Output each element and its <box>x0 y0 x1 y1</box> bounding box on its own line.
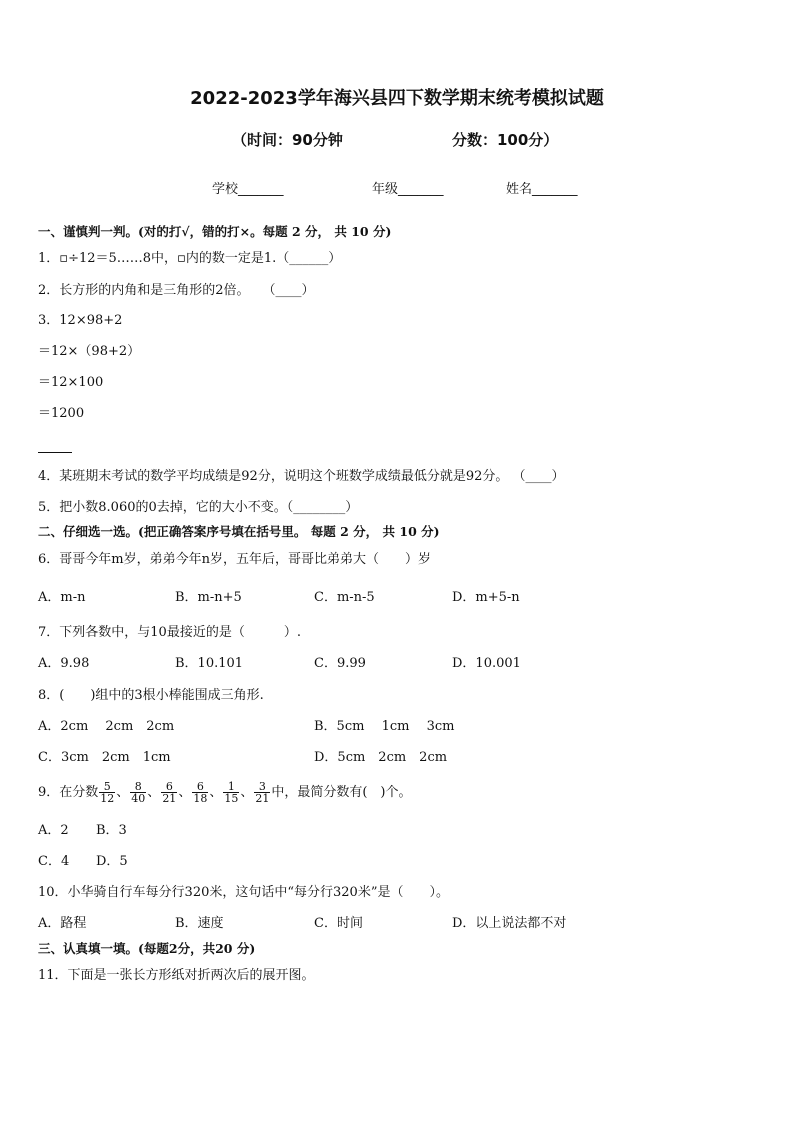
q7-option-c: C．9.99 <box>314 656 366 671</box>
answer-blank-line <box>38 452 72 453</box>
fraction-2-denominator: 40 <box>131 792 146 805</box>
q7-option-b: B．10.101 <box>175 656 244 671</box>
q10-option-b: B．速度 <box>175 916 224 931</box>
fraction-5-numerator: 1 <box>223 781 239 793</box>
fraction-3 <box>161 781 177 804</box>
question-4: 4．某班期末考试的数学平均成绩是92分，说明这个班数学成绩最低分就是92分。 （____） <box>38 469 565 484</box>
section1-heading: 一、谨慎判一判。(对的打√，错的打×。每题 2 分， 共 10 分) <box>38 224 392 239</box>
question-7: 7．下列各数中，与10最接近的是（ ）. <box>38 625 301 640</box>
name-field: 姓名_______ <box>506 182 578 197</box>
q8-option-c: C．3cm 2cm 1cm <box>38 750 171 765</box>
fraction-separator: 、 <box>147 785 161 800</box>
fraction-3-numerator: 6 <box>161 781 177 793</box>
section2-heading: 二、仔细选一选。(把正确答案序号填在括号里。 每题 2 分， 共 10 分) <box>38 524 440 539</box>
fraction-separator: 、 <box>240 785 254 800</box>
q9-option-d: D．5 <box>96 854 128 869</box>
fraction-separator: 、 <box>116 785 130 800</box>
q9-option-c: C．4 <box>38 854 70 869</box>
fraction-4-denominator: 18 <box>193 792 208 805</box>
q10-option-c: C．时间 <box>314 916 363 931</box>
q9-option-b: B．3 <box>96 823 127 838</box>
school-field: 学校_______ <box>212 182 284 197</box>
question-6: 6．哥哥今年m岁，弟弟今年n岁，五年后，哥哥比弟弟大（ ）岁 <box>38 552 431 567</box>
fraction-6-numerator: 3 <box>254 781 270 793</box>
fraction-3-denominator: 21 <box>162 792 177 805</box>
q6-option-b: B．m-n+5 <box>175 590 242 605</box>
q9-prefix: 9．在分数 <box>38 785 99 800</box>
fraction-5-denominator: 15 <box>224 792 239 805</box>
question-8: 8．( )组中的3根小棒能围成三角形. <box>38 688 264 703</box>
q7-option-a: A．9.98 <box>38 656 90 671</box>
q8-option-d: D．5cm 2cm 2cm <box>314 750 448 765</box>
question-3-line-1: 3．12×98+2 <box>38 313 123 328</box>
question-11: 11．下面是一张长方形纸对折两次后的展开图。 <box>38 968 315 983</box>
section3-heading: 三、认真填一填。(每题2分，共20 分) <box>38 941 256 956</box>
question-3-line-3: ＝12×100 <box>38 375 104 390</box>
question-10: 10．小华骑自行车每分行320米，这句话中“每分行320米”是（ ）。 <box>38 885 449 900</box>
q8-option-b: B．5cm 1cm 3cm <box>314 719 455 734</box>
q6-option-a: A．m-n <box>38 590 86 605</box>
q10-option-a: A．路程 <box>38 916 87 931</box>
question-9 <box>38 780 412 806</box>
q9-option-a: A．2 <box>38 823 69 838</box>
question-5: 5．把小数8.060的0去掉，它的大小不变。（________） <box>38 500 359 515</box>
q6-option-d: D．m+5-n <box>452 590 520 605</box>
fraction-separator: 、 <box>209 785 223 800</box>
question-1: 1．▫÷12＝5……8中，▫内的数一定是1.（______） <box>38 251 342 266</box>
page-title: 2022-2023学年海兴县四下数学期末统考模拟试题 <box>190 88 604 109</box>
fraction-1-denominator: 12 <box>100 792 115 805</box>
question-3-line-2: ＝12×（98+2） <box>38 344 141 359</box>
question-2: 2．长方形的内角和是三角形的2倍。 （____） <box>38 283 315 298</box>
fraction-6-denominator: 21 <box>255 792 270 805</box>
q6-option-c: C．m-n-5 <box>314 590 375 605</box>
fraction-separator: 、 <box>178 785 192 800</box>
q7-option-d: D．10.001 <box>452 656 521 671</box>
q10-option-d: D．以上说法都不对 <box>452 916 567 931</box>
fraction-1-numerator: 5 <box>99 781 115 793</box>
fraction-2 <box>130 781 146 804</box>
fraction-4 <box>192 781 208 804</box>
q8-option-a: A．2cm 2cm 2cm <box>38 719 175 734</box>
time-label: （时间：90分钟 <box>232 131 343 149</box>
fraction-1 <box>99 781 115 804</box>
grade-field: 年级_______ <box>372 182 444 197</box>
fraction-4-numerator: 6 <box>192 781 208 793</box>
fraction-5 <box>223 781 239 804</box>
question-3-line-4: ＝1200 <box>38 406 85 421</box>
q9-suffix: 中，最简分数有( )个。 <box>271 785 412 800</box>
fraction-2-numerator: 8 <box>130 781 146 793</box>
fraction-6 <box>254 781 270 804</box>
score-label: 分数：100分） <box>452 131 559 149</box>
